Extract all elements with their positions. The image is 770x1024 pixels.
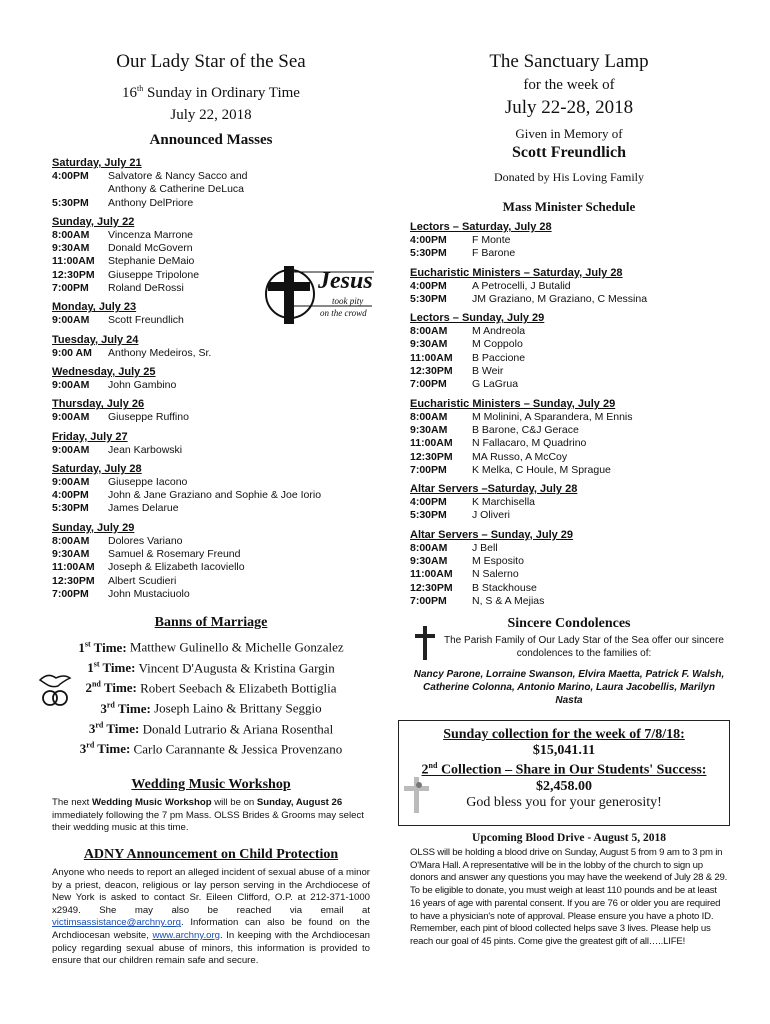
schedule-heading: Friday, July 27 (52, 430, 128, 443)
schedule-row (52, 183, 370, 196)
jesus-word: Jesus (318, 268, 373, 294)
collection-amount2: $2,458.00 (536, 778, 592, 794)
lamp-title: The Sanctuary Lamp (489, 51, 649, 72)
collection-box (398, 720, 730, 826)
schedule-row (410, 365, 728, 378)
schedule-name: MA Russo, A McCoy (472, 450, 568, 463)
schedule-name: M Esposito (472, 555, 524, 568)
dove-rings-icon (36, 670, 76, 710)
schedule-name: F Barone (472, 247, 516, 260)
schedule-name: K Melka, C Houle, M Sprague (472, 463, 611, 476)
cross-hand-icon (401, 777, 431, 813)
schedule-name: Giuseppe Tripolone (108, 268, 200, 281)
schedule-row (52, 347, 370, 360)
schedule-row (52, 411, 370, 424)
jesus-took-pity-image (262, 262, 382, 326)
lamp-name: Scott Freundlich (512, 144, 626, 161)
schedule-row (410, 568, 728, 581)
schedule-time: 9:00AM (52, 411, 90, 424)
schedule-row (410, 582, 728, 595)
banns-item: 3rd Time: Carlo Carannante & Jessica Provenzano (79, 740, 343, 757)
schedule-time: 9:00AM (52, 314, 90, 327)
schedule-row (52, 561, 370, 574)
schedule-row (410, 338, 728, 351)
collection-amount1: $15,041.11 (532, 743, 596, 758)
schedule-time: 7:00PM (410, 463, 447, 476)
schedule-name: John Gambino (108, 378, 177, 391)
schedule-heading: Altar Servers –Saturday, July 28 (410, 483, 578, 496)
schedule-name: Roland DeRossi (108, 282, 184, 295)
schedule-name: J Oliveri (472, 509, 510, 522)
lamp-section (410, 50, 728, 215)
schedule-row (410, 595, 728, 608)
condolences-section (410, 616, 728, 707)
schedule-row (410, 247, 728, 260)
banns-item: 1st Time: Matthew Gulinello & Michelle Gonzalez (78, 639, 344, 655)
condolences-names: Nancy Parone, Lorraine Swanson, Elvira Maetta, Patrick F. Walsh, Catherine Colonna, Antonio Marino, Laura Jacobellis, Marilyn Nasta (413, 669, 725, 707)
schedule-row (52, 379, 370, 392)
schedule-heading: Sunday, July 29 (52, 521, 135, 534)
schedule-name: B Stackhouse (472, 581, 537, 594)
schedule-row (410, 496, 728, 509)
schedule-row (410, 542, 728, 555)
schedule-row (410, 411, 728, 424)
schedule-time: 9:30AM (410, 555, 448, 568)
schedule-name: B Paccione (472, 351, 526, 364)
schedule-time: 5:30PM (410, 247, 447, 260)
schedule-heading: Sunday, July 22 (52, 215, 135, 228)
schedule-name: Albert Scudieri (108, 574, 177, 587)
ministers-list (410, 221, 728, 608)
schedule-row (52, 548, 370, 561)
adny-text: Anyone who needs to report an alleged incident of sexual abuse of a minor by a priest, deacon, religious or lay person serving in the Archdiocese of New York is asked to contact Sr. Eileen Clifford, O.P. at 212-371-1000 x2949. She may also be reached via email at victimsassistance@archny.org. Information can also be found on the Archdiocesan website, www.archny.org. In keeping with the Archdiocesan policy regarding sexual abuse of minors, this information is provided to ensure that our children remain safe and secure. (52, 866, 371, 967)
schedule-name: Anthony Medeiros, Sr. (108, 346, 212, 359)
schedule-heading: Thursday, July 26 (52, 398, 145, 411)
schedule-time: 11:00AM (410, 568, 453, 581)
schedule-time: 8:00AM (410, 541, 448, 554)
schedule-heading: Eucharistic Ministers – Sunday, July 29 (410, 397, 616, 410)
condolences-intro: The Parish Family of Our Lady Star of the Sea offer our sincere condolences to the families of: (444, 635, 724, 660)
schedule-time: 9:00AM (52, 378, 90, 391)
schedule-name: Vincenza Marrone (108, 228, 194, 241)
blood-drive-section (410, 832, 728, 949)
schedule-row (410, 378, 728, 391)
schedule-time: 12:30PM (410, 450, 453, 463)
schedule-row (52, 229, 370, 242)
schedule-time: 12:30PM (52, 574, 95, 587)
blood-title: Upcoming Blood Drive - August 5, 2018 (472, 832, 666, 844)
schedule-time: 8:00AM (52, 228, 90, 241)
schedule-time: 8:00AM (410, 410, 448, 423)
schedule-name: Giuseppe Iacono (108, 475, 188, 488)
schedule-time: 4:00PM (410, 496, 447, 509)
schedule-time: 5:30PM (410, 509, 447, 522)
schedule-name: A Petrocelli, J Butalid (472, 279, 571, 292)
schedule-heading: Saturday, July 21 (52, 157, 142, 169)
schedule-row (52, 197, 370, 210)
schedule-heading: Saturday, July 28 (52, 462, 142, 475)
ministers-title: Mass Minister Schedule (502, 199, 636, 214)
schedule-time: 8:00AM (410, 325, 448, 338)
schedule-row (410, 234, 728, 247)
schedule-row (52, 502, 370, 515)
masses-title: Announced Masses (149, 132, 273, 148)
schedule-row (52, 242, 370, 255)
adny-title: ADNY Announcement on Child Protection (83, 846, 339, 862)
banns-item: 1st Time: Vincent D'Augusta & Kristina Gargin (87, 659, 335, 675)
schedule-name: N Fallacaro, M Quadrino (472, 437, 587, 450)
schedule-row (52, 444, 370, 457)
schedule-time: 9:30AM (52, 242, 90, 255)
schedule-row (52, 535, 370, 548)
schedule-time: 9:30AM (410, 423, 448, 436)
schedule-time: 8:00AM (52, 534, 90, 547)
schedule-name: Donald McGovern (108, 242, 193, 255)
banns-item: 2nd Time: Robert Seebach & Elizabeth Bottiglia (85, 679, 337, 696)
schedule-row (52, 588, 370, 601)
schedule-name: G LaGrua (472, 378, 519, 391)
schedule-row (410, 451, 728, 464)
schedule-name: Salvatore & Nancy Sacco and (108, 170, 248, 182)
schedule-heading: Monday, July 23 (52, 301, 137, 314)
website-link[interactable]: www.archny.org (152, 929, 220, 941)
schedule-time: 9:30AM (52, 548, 90, 561)
schedule-time: 7:00PM (52, 587, 89, 600)
schedule-row (410, 464, 728, 477)
schedule-time: 9:00 AM (52, 346, 92, 359)
schedule-name: Dolores Variano (108, 534, 183, 547)
schedule-row (52, 489, 370, 502)
schedule-row (410, 424, 728, 437)
schedule-time: 11:00AM (410, 351, 453, 364)
collection-second: 2nd Collection – Share in Our Students' Success: (421, 761, 707, 778)
schedule-name: Joseph & Elizabeth Iacoviello (108, 561, 245, 574)
schedule-name: John Mustaciuolo (108, 587, 190, 600)
schedule-name: Giuseppe Ruffino (108, 411, 189, 424)
blood-text: OLSS will be holding a blood drive on Sunday, August 5 from 9 am to 3 pm in O'Mara Hall. A representative will be in the lobby of the church to sign up donors and answer any questions you may have the weekend of July 28 & 29. To be eligible to donate, you must weigh at least 110 pounds and be at least 16 years of age with parental consent. If you are 76 or older you are required to have a physician's note of approval. Please ensure you have a photo ID. Remember, each pint of blood collected helps save 3 lives. Please help us reach our goal of 45 pints. Come give the greatest gift of all…..LIFE! (410, 847, 728, 947)
schedule-time (52, 183, 108, 196)
schedule-name: B Barone, C&J Gerace (472, 423, 579, 436)
schedule-time: 12:30PM (52, 268, 95, 281)
schedule-name: Jean Karbowski (108, 443, 183, 456)
banns-list (52, 635, 370, 757)
schedule-name: M Andreola (472, 325, 526, 338)
schedule-name: Stephanie DeMaio (108, 255, 195, 268)
schedule-row (52, 476, 370, 489)
schedule-time: 11:00AM (52, 255, 95, 268)
schedule-row (410, 280, 728, 293)
schedule-time: 7:00PM (410, 594, 447, 607)
schedule-time: 5:30PM (52, 196, 89, 209)
banns-item: 3rd Time: Joseph Laino & Brittany Seggio (100, 700, 322, 716)
schedule-name: N Salerno (472, 568, 519, 581)
schedule-time: 5:30PM (52, 502, 89, 515)
condolences-title: Sincere Condolences (507, 616, 631, 632)
jesus-line2: on the crowd (320, 308, 367, 318)
cross-icon (414, 626, 436, 660)
schedule-time: 12:30PM (410, 581, 453, 594)
email-link[interactable]: victimsassistance@archny.org (52, 917, 181, 929)
schedule-time: 4:00PM (410, 279, 447, 292)
schedule-name: M Molinini, A Sparandera, M Ennis (472, 410, 633, 423)
collection-line1: Sunday collection for the week of 7/8/18: (443, 727, 685, 742)
right-column (410, 50, 728, 707)
lamp-donated: Donated by His Loving Family (494, 170, 644, 184)
schedule-name: Anthony & Catherine DeLuca (108, 183, 245, 196)
schedule-name: F Monte (472, 234, 511, 246)
masses-list (52, 157, 370, 601)
schedule-time: 11:00AM (52, 561, 95, 574)
banns-title: Banns of Marriage (154, 615, 268, 631)
schedule-name: John & Jane Graziano and Sophie & Joe Iorio (108, 489, 322, 502)
schedule-heading: Wednesday, July 25 (52, 365, 156, 378)
schedule-row (52, 575, 370, 588)
schedule-time: 9:00AM (52, 475, 90, 488)
schedule-time: 9:00AM (52, 443, 90, 456)
schedule-heading: Altar Servers – Sunday, July 29 (410, 528, 574, 541)
schedule-time: 4:00PM (410, 234, 447, 246)
schedule-time: 4:00PM (52, 170, 89, 182)
schedule-name: M Coppolo (472, 338, 523, 351)
schedule-name: B Weir (472, 365, 504, 378)
schedule-name: James Delarue (108, 502, 179, 515)
jesus-line1: took pity (332, 296, 364, 306)
schedule-row (410, 293, 728, 306)
schedule-time: 12:30PM (410, 365, 453, 378)
left-column (52, 50, 370, 968)
schedule-name: N, S & A Mejias (472, 594, 545, 607)
schedule-heading: Tuesday, July 24 (52, 333, 139, 346)
schedule-row (410, 325, 728, 338)
left-header (52, 50, 370, 149)
schedule-time: 7:00PM (410, 378, 447, 391)
schedule-time: 9:30AM (410, 338, 448, 351)
schedule-heading: Lectors – Sunday, July 29 (410, 312, 545, 325)
schedule-name: J Bell (472, 541, 498, 554)
schedule-row (410, 509, 728, 522)
banns-item: 3rd Time: Donald Lutrario & Ariana Rosenthal (88, 720, 334, 736)
schedule-name: K Marchisella (472, 496, 536, 509)
workshop-title: Wedding Music Workshop (131, 777, 291, 793)
schedule-time: 11:00AM (410, 437, 453, 450)
lamp-dates: July 22-28, 2018 (504, 97, 634, 118)
schedule-row (410, 352, 728, 365)
schedule-heading: Lectors – Saturday, July 28 (410, 221, 552, 233)
schedule-time: 4:00PM (52, 489, 89, 502)
schedule-heading: Eucharistic Ministers – Saturday, July 28 (410, 266, 623, 279)
parish-name: Our Lady Star of the Sea (116, 51, 306, 72)
schedule-time: 5:30PM (410, 292, 447, 305)
schedule-name: JM Graziano, M Graziano, C Messina (472, 292, 648, 305)
schedule-time: 7:00PM (52, 282, 89, 295)
lamp-given: Given in Memory of (515, 126, 623, 141)
schedule-name: Scott Freundlich (108, 314, 184, 327)
sunday-title: 16th Sunday in Ordinary Time (122, 84, 300, 101)
schedule-row (410, 437, 728, 450)
collection-thanks: God bless you for your generosity! (466, 794, 662, 810)
bulletin-date: July 22, 2018 (170, 107, 252, 123)
schedule-name: Samuel & Rosemary Freund (108, 548, 241, 561)
schedule-name: Anthony DelPriore (108, 196, 194, 209)
schedule-row (410, 555, 728, 568)
schedule-row (52, 170, 370, 183)
lamp-for-week: for the week of (523, 77, 615, 93)
workshop-text: The next Wedding Music Workshop will be on Sunday, August 26 immediately following the 7 pm Mass. OLSS Brides & Grooms may select their wedding music at this time. (52, 797, 364, 834)
